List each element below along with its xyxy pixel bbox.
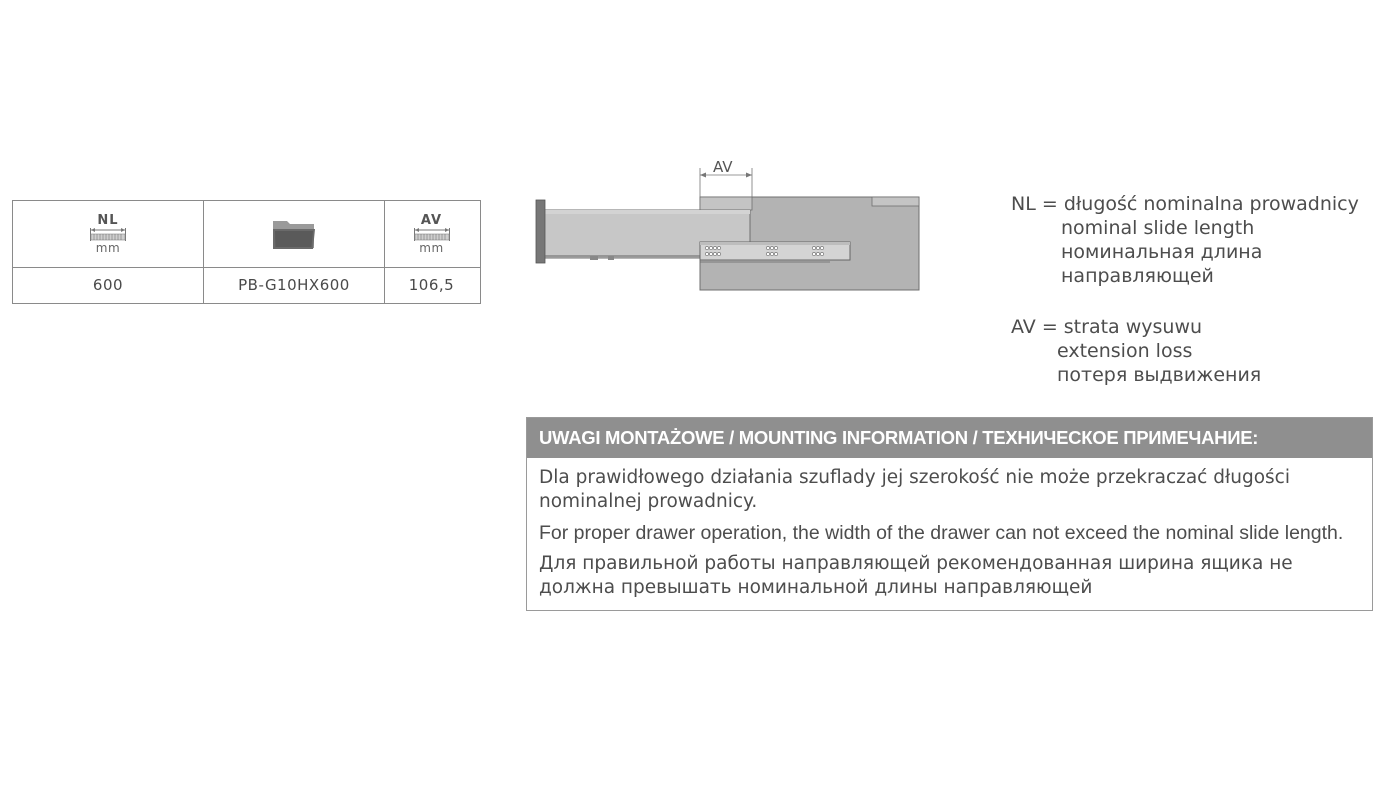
header-nl bbox=[13, 201, 203, 267]
ruler-icon bbox=[89, 228, 127, 242]
spec-table bbox=[12, 200, 481, 304]
ruler-icon bbox=[413, 228, 451, 242]
legend-nl-line: номинальная длина bbox=[1061, 241, 1263, 263]
legend-nl-line: długość nominalna prowadnicy bbox=[1063, 193, 1359, 215]
slide-rail bbox=[700, 242, 850, 262]
cell-av-value: 106,5 bbox=[408, 276, 455, 294]
table-header-row bbox=[13, 201, 480, 268]
legend-nl-line: nominal slide length bbox=[1061, 217, 1255, 239]
cell-nl-value: 600 bbox=[92, 276, 124, 294]
info-paragraph-en: For proper drawer operation, the width of the drawer can not exceed the nominal slide length. bbox=[539, 522, 1344, 544]
legend-av-line: extension loss bbox=[1057, 340, 1193, 362]
header-av-unit: mm bbox=[419, 241, 444, 255]
mounting-info-title: UWAGI MONTAŻOWE / MOUNTING INFORMATION / ТЕХНИЧЕСКОЕ ПРИМЕЧАНИЕ: bbox=[527, 418, 1372, 458]
legend-av-prefix: AV = bbox=[1011, 316, 1064, 338]
folder-icon bbox=[271, 217, 317, 251]
info-paragraph-pl: Dla prawidłowego działania szuflady jej szerokość nie może przekraczać długości nominalnej prowadnicy. bbox=[539, 467, 1290, 512]
header-nl-unit: mm bbox=[95, 241, 121, 255]
legend-av-line: strata wysuwu bbox=[1063, 316, 1203, 338]
header-av-label: AV bbox=[420, 213, 443, 228]
cell-product-code: PB-G10HX600 bbox=[203, 267, 385, 303]
legend-nl-line: направляющей bbox=[1061, 265, 1214, 287]
legend-av-line: потеря выдвижения bbox=[1057, 364, 1262, 386]
header-nl-label: NL bbox=[97, 213, 119, 228]
info-paragraph-ru: Для правильной работы направляющей рекомендованная ширина ящика не должна превышать номинальной длины направляющей bbox=[539, 553, 1293, 598]
av-dimension bbox=[700, 158, 752, 200]
slide-drawing bbox=[530, 150, 930, 300]
legend-av bbox=[1011, 315, 1261, 387]
mounting-info-body bbox=[527, 458, 1372, 600]
table-row bbox=[13, 267, 480, 303]
header-av bbox=[383, 201, 480, 267]
legend-nl-prefix: NL = bbox=[1011, 193, 1064, 215]
legend-nl bbox=[1011, 192, 1359, 288]
mounting-info-box bbox=[526, 417, 1373, 611]
av-dimension-label: AV bbox=[713, 158, 733, 176]
header-catalog bbox=[203, 201, 385, 267]
drawer-front bbox=[536, 200, 545, 263]
